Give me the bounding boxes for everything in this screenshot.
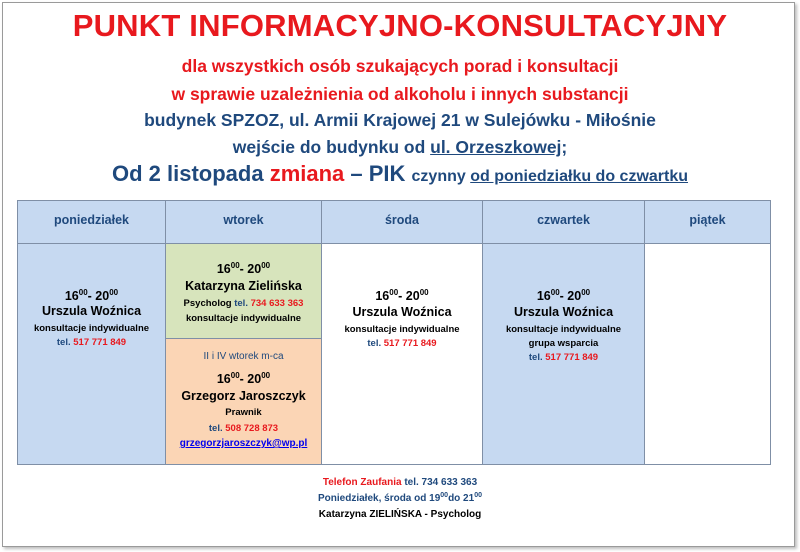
wednesday-time: $16^{00}-$ $20^{00}$ <box>375 288 429 303</box>
thursday-cell <box>482 243 645 465</box>
thursday-tel: tel. 517 771 849 <box>528 352 599 363</box>
trust-phone: Telefon Zaufania tel. 734 633 363 <box>322 477 478 488</box>
day-header-wednesday: środa <box>321 200 483 244</box>
tuesday-time-a: $16^{00}-$ $20^{00}$ <box>216 261 271 276</box>
thursday-desc: konsultacje indywidualne <box>505 324 622 335</box>
change-open: czynny <box>411 168 471 185</box>
change-days: od poniedziałku do czwartku <box>470 168 689 185</box>
monday-tel: tel. 517 771 849 <box>56 337 127 348</box>
tuesday-person-b: Grzegorz Jaroszczyk <box>181 389 306 403</box>
tuesday-cell-psychologist <box>165 243 322 339</box>
day-header-thursday: czwartek <box>482 200 645 244</box>
thursday-time: $16^{00}-$ $20^{00}$ <box>536 288 591 303</box>
entrance-suffix: ; <box>561 137 568 157</box>
poster-title: PUNKT INFORMACYJNO-KONSULTACYJNY <box>72 8 728 43</box>
tuesday-tel-b: tel. 508 728 873 <box>208 423 279 434</box>
wednesday-cell <box>321 243 483 465</box>
trust-hours: Poniedziałek, środa od $19^{00}do$ $21^{00}$ <box>318 492 482 504</box>
tuesday-desc-a: konsultacje indywidualne <box>185 313 302 324</box>
entrance-prefix: wejście do budynku od <box>232 137 431 157</box>
tuesday-role-b: Prawnik <box>225 407 262 418</box>
day-header-tuesday: wtorek <box>165 200 322 244</box>
change-date: Od 2 listopada <box>111 161 270 186</box>
wednesday-person: Urszula Woźnica <box>352 305 452 319</box>
tuesday-time-b: $16^{00}-$ $20^{00}$ <box>216 371 271 386</box>
entrance-street: ul. Orzeszkowej <box>430 137 562 157</box>
entrance-line <box>0 137 800 158</box>
day-header-friday: piątek <box>644 200 771 244</box>
monday-cell <box>17 243 166 465</box>
tuesday-cell-lawyer <box>165 338 322 465</box>
tuesday-person-a: Katarzyna Zielińska <box>185 279 302 293</box>
tuesday-note: II i IV wtorek m-ca <box>203 351 284 362</box>
subtitle-line-2: w sprawie uzależnienia od alkoholu i innych substancji <box>171 84 629 104</box>
thursday-desc-2: grupa wsparcia <box>528 338 599 349</box>
tuesday-role-a: Psycholog tel. 734 633 363 <box>183 298 304 309</box>
subtitle-line-1: dla wszystkich osób szukających porad i konsultacji <box>181 56 619 76</box>
change-word: zmiana <box>269 161 345 186</box>
day-header-monday: poniedziałek <box>17 200 166 244</box>
change-pik: – PIK <box>344 161 412 186</box>
change-notice <box>0 161 800 187</box>
monday-time: $16^{00}-$ $20^{00}$ <box>64 288 119 303</box>
monday-person: Urszula Woźnica <box>41 304 142 318</box>
lawyer-email-link[interactable]: grzegorzjaroszczyk@wp.pl <box>179 438 308 449</box>
trust-person: Katarzyna ZIELIŃSKA - Psycholog <box>318 509 482 520</box>
friday-cell <box>644 243 771 465</box>
wednesday-desc: konsultacje indywidualne <box>344 324 460 335</box>
thursday-person: Urszula Woźnica <box>513 305 614 319</box>
address-line: budynek SPZOZ, ul. Armii Krajowej 21 w Sulejówku - Miłośnie <box>144 110 656 130</box>
wednesday-tel: tel. 517 771 849 <box>367 338 437 349</box>
monday-desc: konsultacje indywidualne <box>33 323 150 334</box>
